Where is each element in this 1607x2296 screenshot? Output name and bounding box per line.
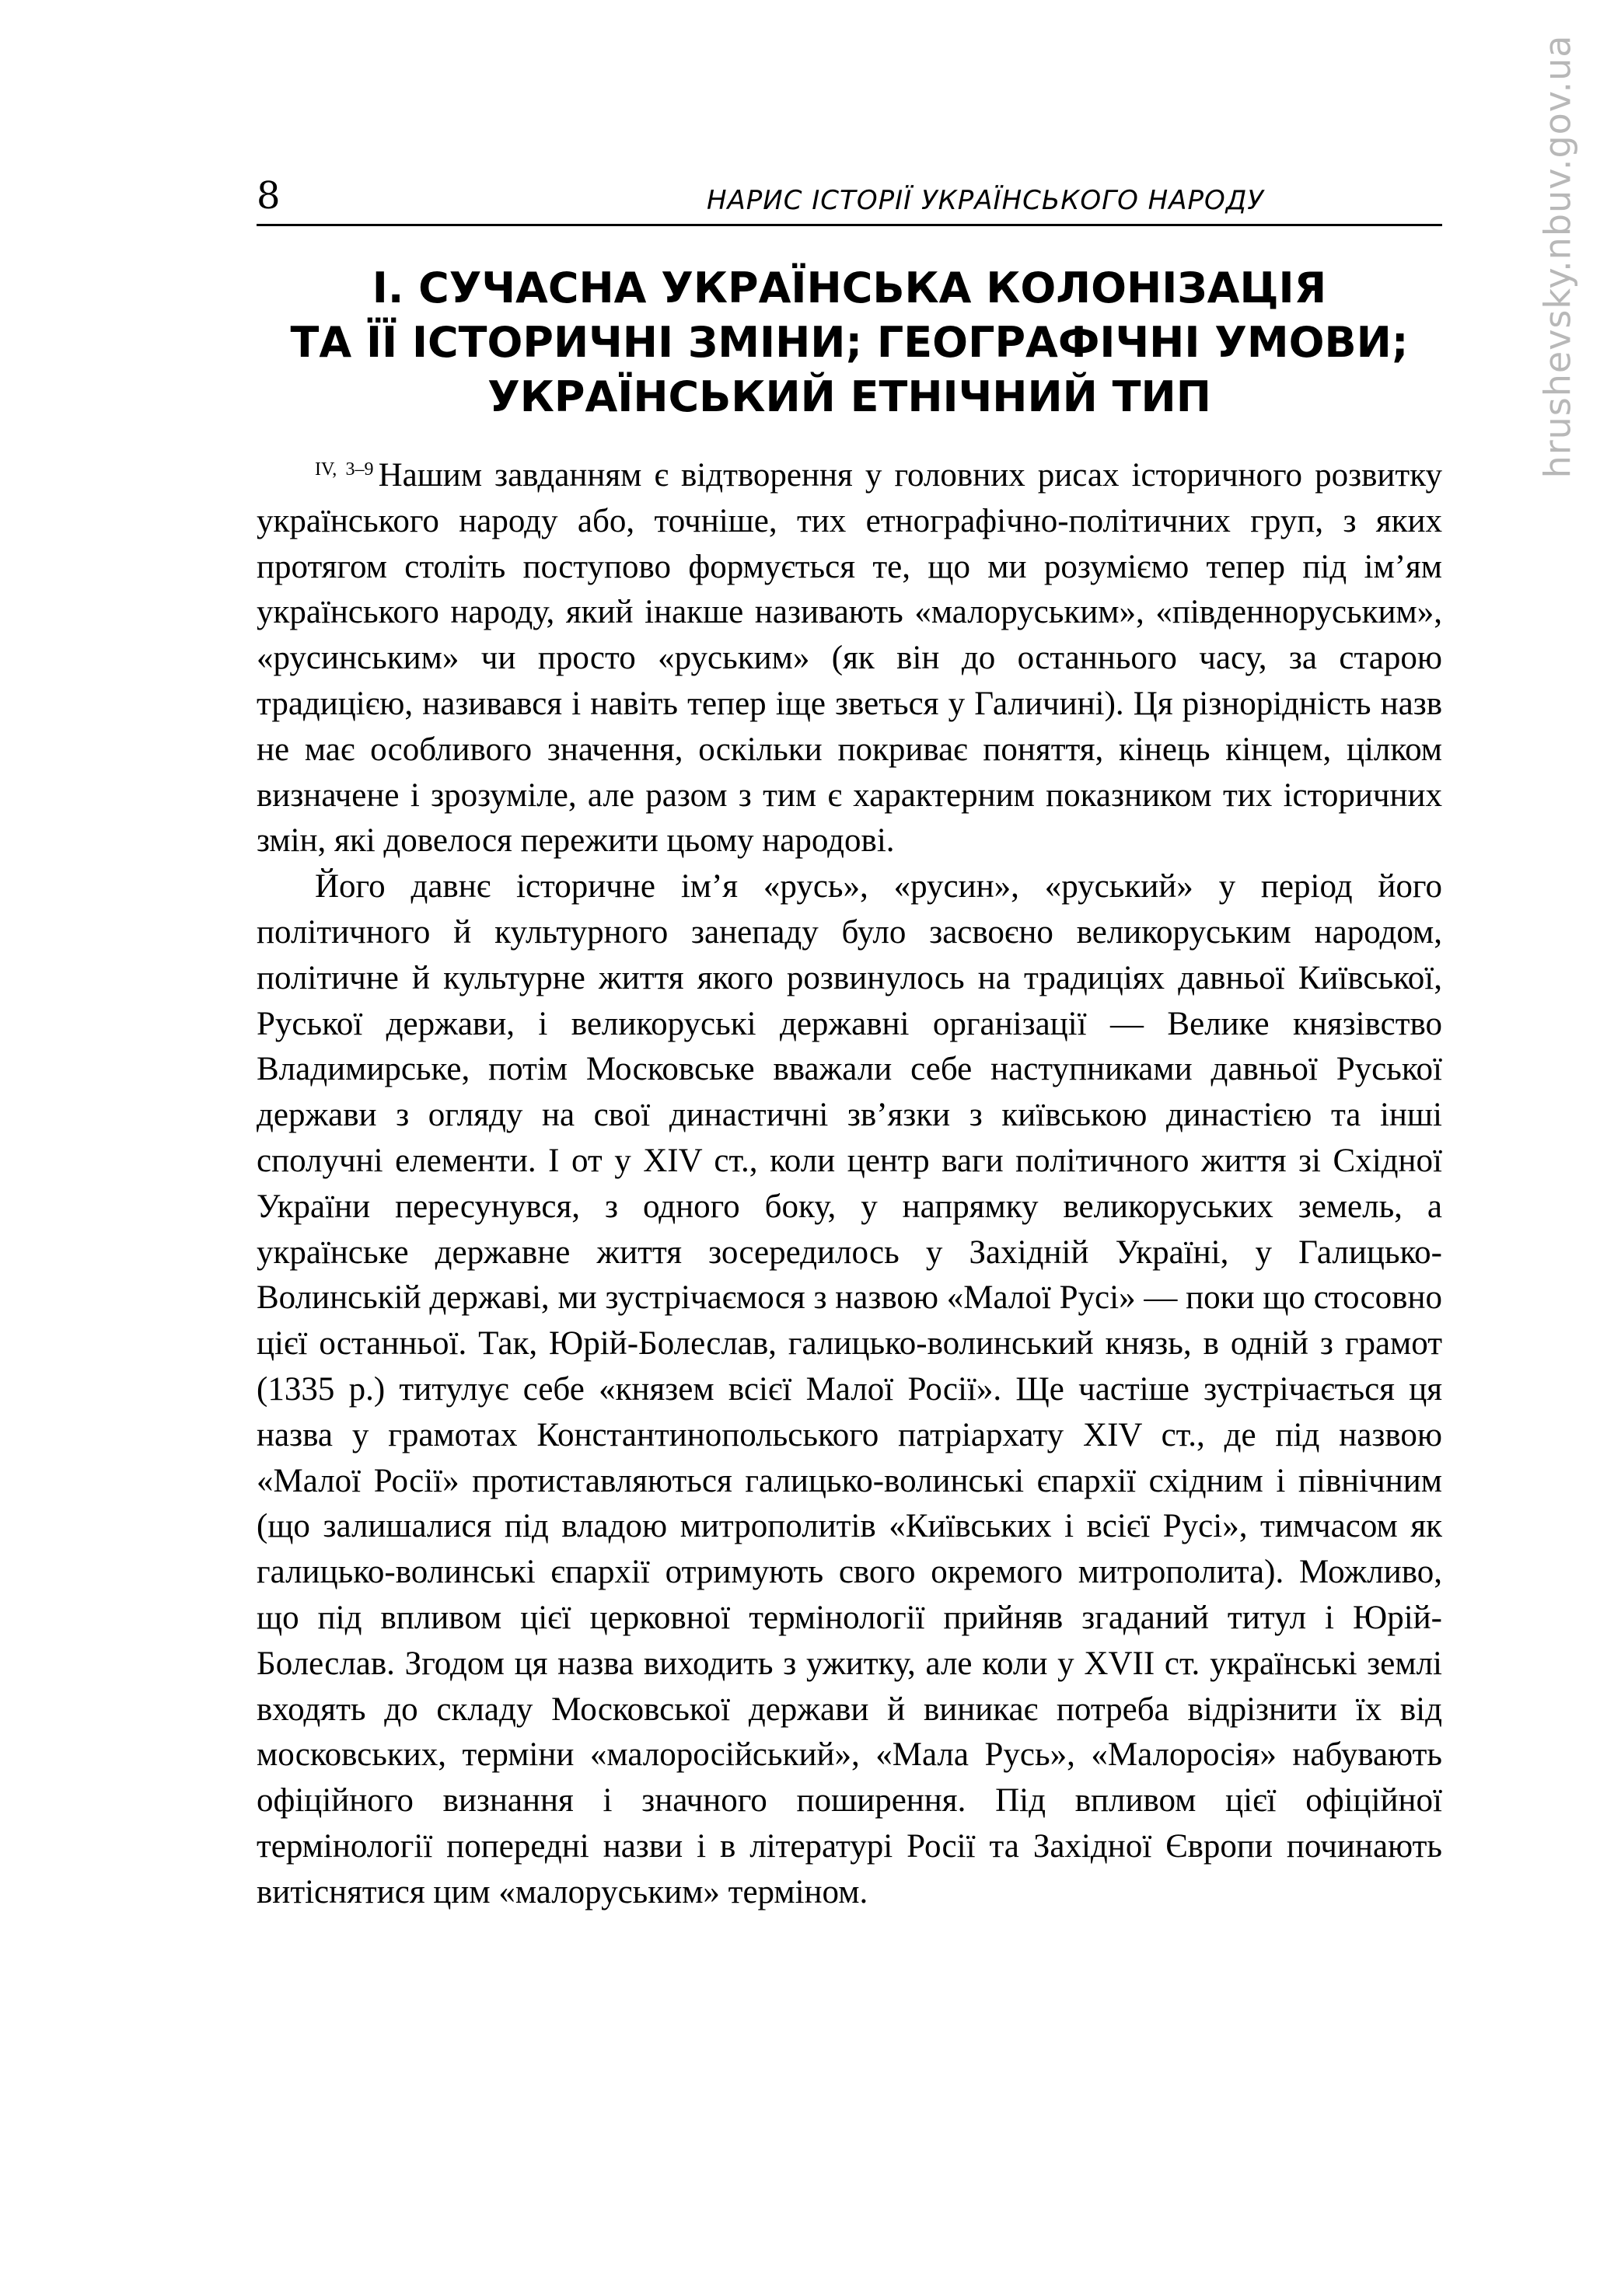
margin-reference: IV, 3–9	[315, 459, 374, 480]
body-text	[257, 447, 1442, 1916]
watermark	[1534, 16, 1581, 497]
chapter-title	[257, 261, 1442, 424]
page-number: 8	[257, 174, 281, 218]
chapter-title-line-2: ТА ЇЇ ІСТОРИЧНІ ЗМІНИ; ГЕОГРАФІЧНІ УМОВИ;	[290, 318, 1409, 367]
chapter-title-line-3: УКРАЇНСЬКИЙ ЕТНІЧНИЙ ТИП	[487, 372, 1211, 421]
paragraph-2: Його давнє історичне ім’я «русь», «русин», «руський» у період його політичного й культурного занепаду було засвоєно великоруським народом, політичне й культурне життя якого розвинулось на традиціях давньої Київської, Руської держави, і великоруські державні організації — Велике князівство Владимирське, потім Московське вважали себе наступниками давньої Руської держави з огляду на свої династичні зв’язки з київською династією та інші сполучні елементи. І от у XIV ст., коли центр ваги політичного життя зі Східної України пересунувся, з одного боку, у напрямку великоруських земель, а українське державне життя зосередилось у Західній Україні, у Галицько-Волинській державі, ми зустрічаємося з назвою «Малої Русі» — поки що стосовно цієї останньої. Так, Юрій-Болеслав, галицько-волинський князь, в одній з грамот (1335 р.) титулує себе «князем всієї Малої Росії». Ще частіше зустрічається ця назва у грамотах Константинопольського патріархату XIV ст., де під назвою «Малої Росії» протиставляються галицько-волинські єпархії східним і північним (що залишалися під владою митрополитів «Київських і всієї Русі», тимчасом як галицько-волинські єпархії отримують свого окремого митрополита). Можливо, що під впливом цієї церковної термінології прийняв згаданий титул і Юрій-Болеслав. Згодом ця назва виходить з ужитку, але коли у XVII ст. українські землі входять до складу Московської держави й виникає потреба відрізнити їх від московських, терміни «малоросійський», «Мала Русь», «Малоросія» набувають офіційного визнання і значного поширення. Під впливом цієї офіційної термінології попередні назви і в літературі Росії та Західної Європи починають витіснятися цим «малоруським» терміном.	[257, 868, 1442, 1910]
chapter-title-line-1: І. СУЧАСНА УКРАЇНСЬКА КОЛОНІЗАЦІЯ	[372, 263, 1327, 312]
running-title: НАРИС ІСТОРІЇ УКРАЇНСЬКОГО НАРОДУ	[706, 185, 1265, 216]
paragraph-1-text: Нашим завданням є відтворення у головних рисах історичного розвитку українського народу або, точніше, тих етнографічно-політичних груп, з яких протягом століть поступово формується те, що ми розуміємо тепер під ім’ям українського народу, який інакше називають «малоруським», «південноруським», «русинським» чи просто «руським» (як він до останнього часу, за старою традицією, називався і навіть тепер іще зветься у Галичині). Ця різнорідність назв не має особливого значення, оскільки покриває поняття, кінець кінцем, цілком визначене і зрозуміле, але разом з тим є характерним показником тих історичних змін, які довелося пережити цьому народові.	[257, 457, 1442, 860]
paragraph-1	[257, 447, 1442, 864]
watermark-text: hrushevsky.nbuv.gov.ua	[1536, 34, 1579, 479]
page-header	[257, 173, 1442, 226]
